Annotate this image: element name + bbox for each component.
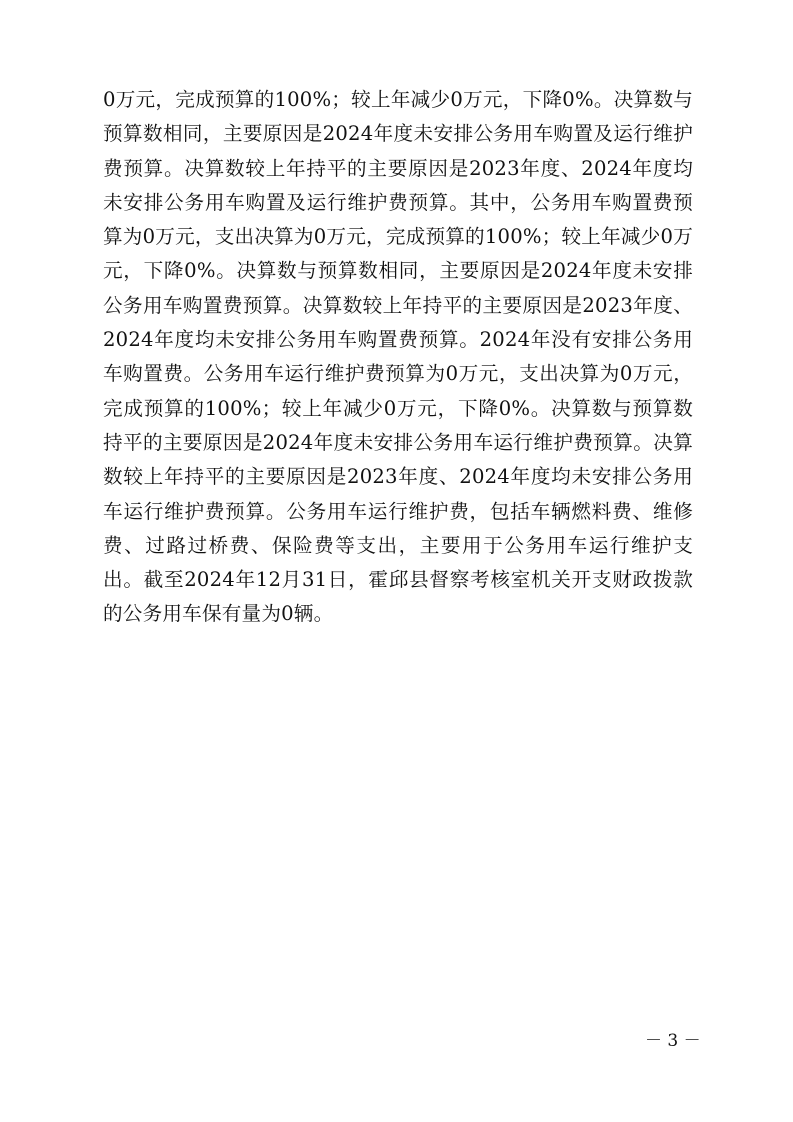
body-paragraph: 0万元，完成预算的100%；较上年减少0万元，下降0%。决算数与预算数相同，主要原因是2024年度未安排公务用车购置及运行维护费预算。决算数较上年持平的主要原因是2023年度、2024年度均未安排公务用车购置及运行维护费预算。其中，公务用车购置费预算为0万元，支出决算为0万元，完成预算的100%；较上年减少0万元，下降0%。决算数与预算数相同，主要原因是2024年度未安排公务用车购置费预算。决算数较上年持平的主要原因是2023年度、2024年度均未安排公务用车购置费预算。2024年没有安排公务用车购置费。公务用车运行维护费预算为0万元，支出决算为0万元，完成预算的100%；较上年减少0万元，下降0%。决算数与预算数持平的主要原因是2024年度未安排公务用车运行维护费预算。决算数较上年持平的主要原因是2023年度、2024年度均未安排公务用车运行维护费预算。公务用车运行维护费，包括车辆燃料费、维修费、过路过桥费、保险费等支出，主要用于公务用车运行维护支出。截至2024年12月31日，霍邱县督察考核室机关开支财政拨款的公务用车保有量为0辆。 — [103, 88, 693, 626]
page-number: － 3 － — [645, 1031, 701, 1051]
